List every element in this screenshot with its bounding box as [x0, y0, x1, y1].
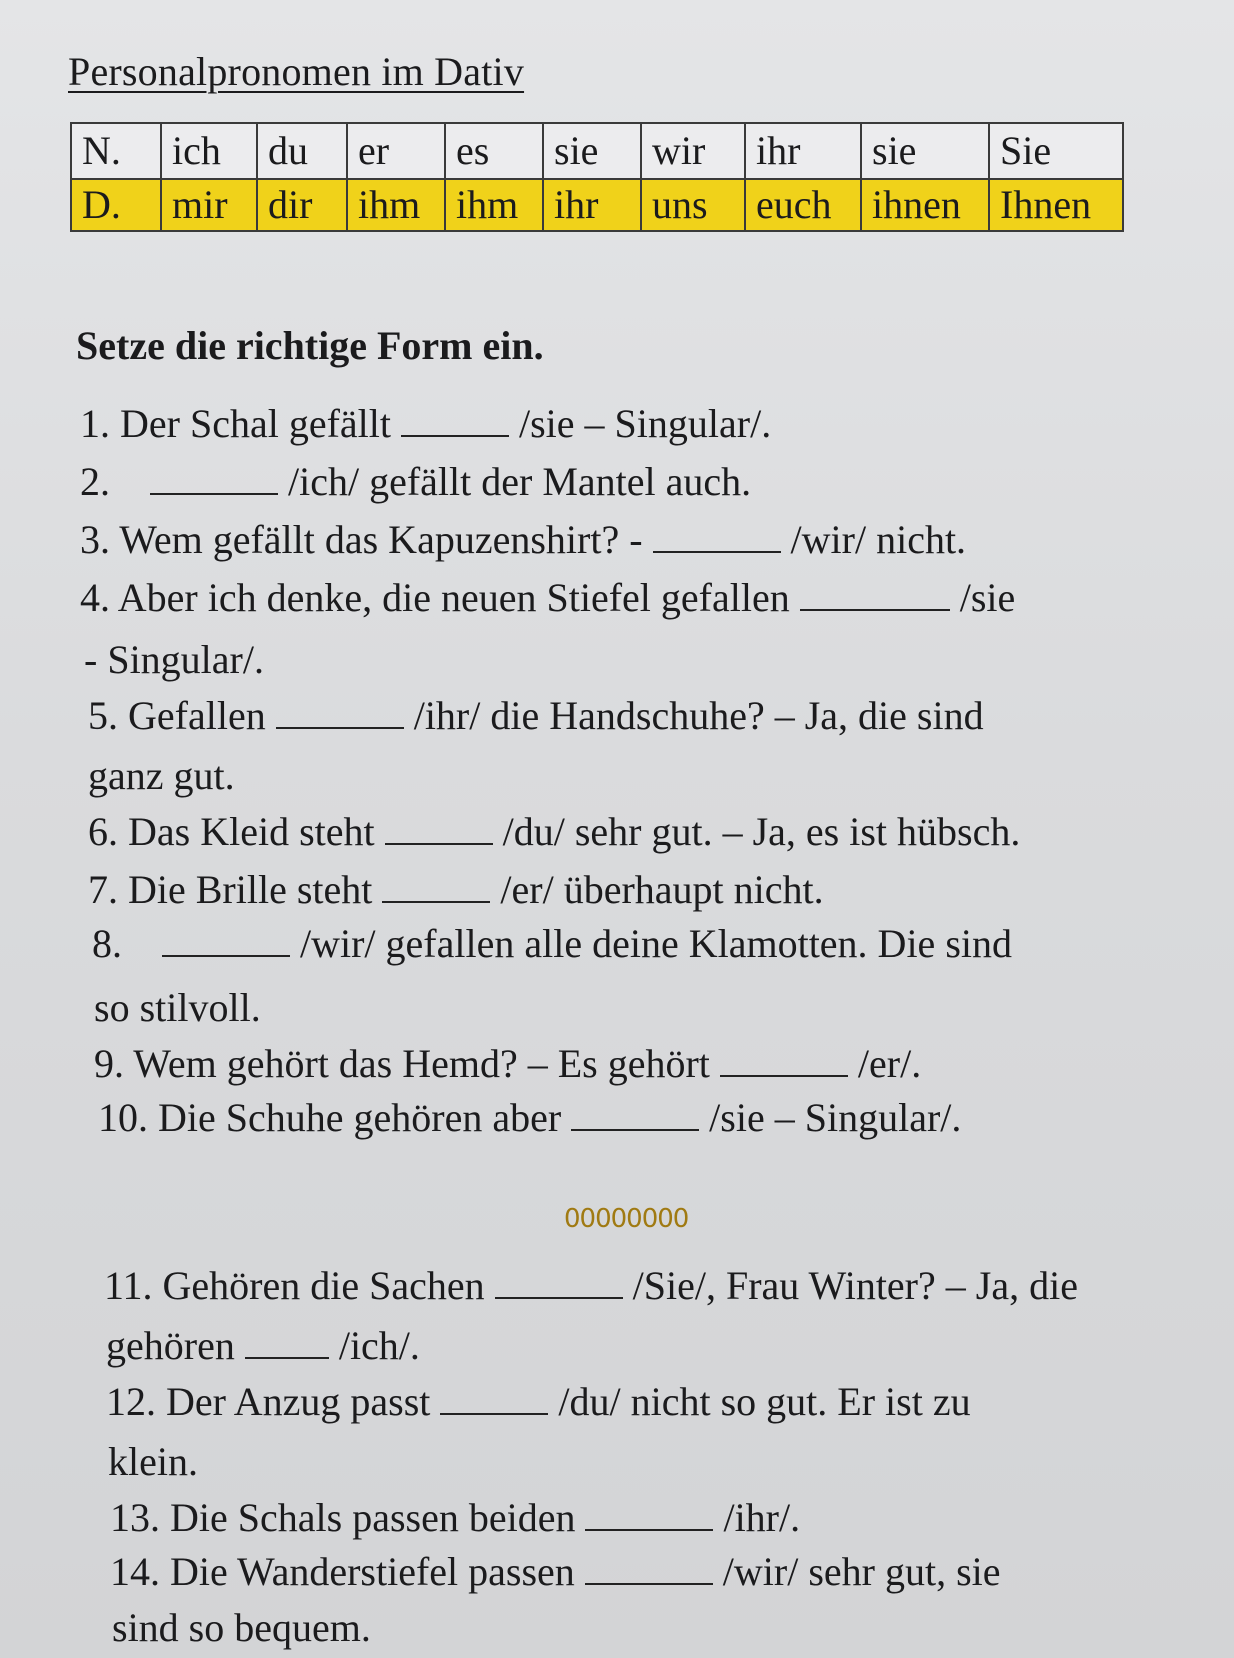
exercise-14-continuation: sind so bequem.	[112, 1605, 371, 1650]
answer-blank[interactable]	[585, 1499, 713, 1531]
worksheet-title: Personalpronomen im Dativ	[68, 49, 525, 94]
exercise-6	[88, 808, 1020, 856]
exercise-hint: /sie – Singular/.	[519, 401, 772, 446]
exercise-9	[94, 1040, 921, 1088]
answer-blank[interactable]	[653, 521, 781, 553]
exercise-text: 6. Das Kleid steht	[88, 809, 375, 854]
answer-blank[interactable]	[571, 1099, 699, 1131]
exercise-hint: /wir/ gefallen alle deine Klamotten. Die sind	[300, 921, 1012, 966]
exercise-1	[80, 400, 771, 448]
exercise-11-continuation	[106, 1322, 420, 1370]
nominative-cell: ihr	[745, 123, 861, 179]
exercise-4-continuation: - Singular/.	[84, 637, 264, 682]
nominative-cell: sie	[543, 123, 641, 179]
exercise-hint: /wir/ nicht.	[790, 517, 967, 562]
exercise-7	[88, 866, 824, 914]
answer-blank[interactable]	[385, 813, 493, 845]
exercise-hint: /er/.	[857, 1041, 922, 1086]
exercise-hint: /ich/.	[338, 1323, 420, 1368]
dative-cell: D.	[71, 179, 161, 231]
nominative-cell: ich	[161, 123, 257, 179]
nominative-cell: du	[257, 123, 347, 179]
exercise-hint: /ihr/ die Handschuhe? – Ja, die sind	[413, 693, 984, 738]
dative-cell: dir	[257, 179, 347, 231]
exercise-12-continuation: klein.	[108, 1439, 198, 1484]
dative-cell: ihr	[543, 179, 641, 231]
exercise-text: gehören	[106, 1323, 235, 1368]
exercise-text: 7. Die Brille steht	[88, 867, 373, 912]
exercise-8	[92, 920, 1012, 968]
exercise-text: 5. Gefallen	[88, 693, 266, 738]
exercise-11	[104, 1262, 1078, 1310]
exercise-text: 11. Gehören die Sachen	[104, 1263, 485, 1308]
answer-blank[interactable]	[382, 871, 490, 903]
exercise-hint: /du/ nicht so gut. Er ist zu	[558, 1379, 971, 1424]
dative-cell: euch	[745, 179, 861, 231]
dative-cell: uns	[641, 179, 745, 231]
exercise-text: 1. Der Schal gefällt	[80, 401, 391, 446]
exercise-text: 13. Die Schals passen beiden	[110, 1495, 576, 1540]
answer-blank[interactable]	[585, 1553, 713, 1585]
exercise-text: 8.	[92, 921, 122, 966]
nominative-cell: sie	[861, 123, 989, 179]
exercise-text: 3. Wem gefällt das Kapuzenshirt? -	[80, 517, 643, 562]
nominative-row	[71, 123, 1123, 179]
answer-blank[interactable]	[150, 463, 278, 495]
exercise-text: 12. Der Anzug passt	[106, 1379, 431, 1424]
exercise-hint: /er/ überhaupt nicht.	[500, 867, 824, 912]
instruction-heading: Setze die richtige Form ein.	[76, 323, 544, 368]
answer-blank[interactable]	[401, 405, 509, 437]
nominative-cell: wir	[641, 123, 745, 179]
nominative-cell: Sie	[989, 123, 1123, 179]
answer-blank[interactable]	[720, 1045, 848, 1077]
exercise-text: 14. Die Wanderstiefel passen	[110, 1549, 575, 1594]
exercise-3	[80, 516, 966, 564]
exercise-hint: /wir/ sehr gut, sie	[722, 1549, 1001, 1594]
exercise-hint: /ich/ gefällt der Mantel auch.	[288, 459, 752, 504]
exercise-12	[106, 1378, 971, 1426]
exercise-hint: /Sie/, Frau Winter? – Ja, die	[632, 1263, 1078, 1308]
exercise-text: 2.	[80, 459, 110, 504]
exercise-4	[80, 574, 1015, 622]
nominative-cell: N.	[71, 123, 161, 179]
exercise-5	[88, 692, 984, 740]
exercise-hint: /ihr/.	[723, 1495, 801, 1540]
exercise-5-continuation: ganz gut.	[88, 753, 235, 798]
exercise-14	[110, 1548, 1001, 1596]
exercise-text: 9. Wem gehört das Hemd? – Es gehört	[94, 1041, 710, 1086]
exercise-8-continuation: so stilvoll.	[94, 985, 261, 1030]
dative-row	[71, 179, 1123, 231]
answer-blank[interactable]	[440, 1383, 548, 1415]
exercise-13	[110, 1494, 800, 1542]
exercise-10	[98, 1094, 961, 1142]
answer-blank[interactable]	[162, 925, 290, 957]
answer-blank[interactable]	[245, 1327, 329, 1359]
dative-cell: mir	[161, 179, 257, 231]
pronoun-table	[70, 122, 1124, 232]
answer-blank[interactable]	[495, 1267, 623, 1299]
answer-blank[interactable]	[276, 697, 404, 729]
nominative-cell: es	[445, 123, 543, 179]
exercise-hint: /du/ sehr gut. – Ja, es ist hübsch.	[502, 809, 1021, 854]
answer-blank[interactable]	[800, 579, 950, 611]
exercise-hint: /sie	[959, 575, 1016, 620]
exercise-hint: /sie – Singular/.	[709, 1095, 962, 1140]
dative-cell: ihm	[347, 179, 445, 231]
exercise-text: 10. Die Schuhe gehören aber	[98, 1095, 562, 1140]
section-divider: 00000000	[564, 1204, 689, 1234]
dative-cell: Ihnen	[989, 179, 1123, 231]
dative-cell: ihnen	[861, 179, 989, 231]
nominative-cell: er	[347, 123, 445, 179]
exercise-text: 4. Aber ich denke, die neuen Stiefel gefallen	[80, 575, 790, 620]
dative-cell: ihm	[445, 179, 543, 231]
exercise-2	[80, 458, 751, 506]
